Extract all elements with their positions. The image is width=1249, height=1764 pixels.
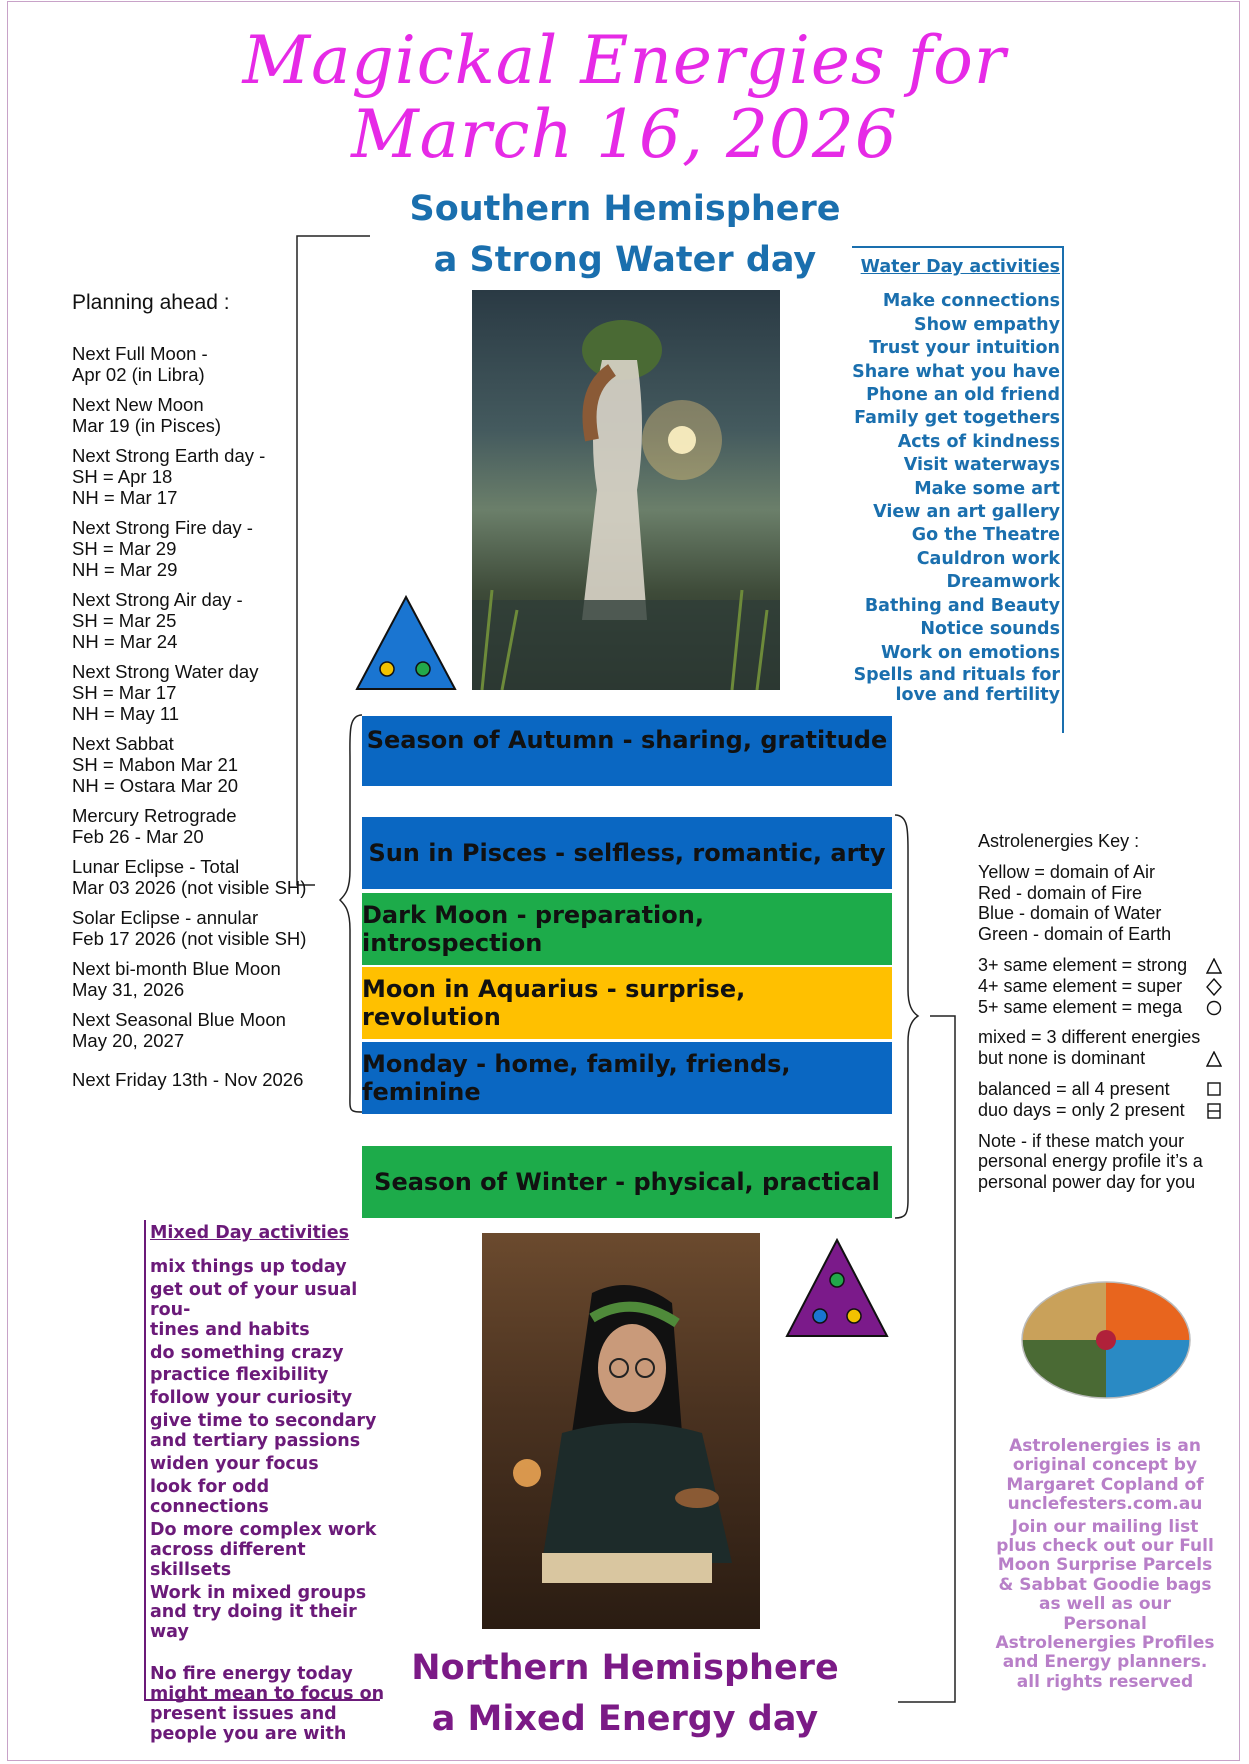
water-activity-item: Show empathy bbox=[913, 314, 1060, 335]
elements-logo bbox=[1020, 1280, 1192, 1400]
triangle-outline-icon bbox=[1206, 958, 1222, 974]
southern-hemisphere-heading: Southern Hemisphere bbox=[409, 189, 841, 229]
planning-item: Mercury Retrograde Feb 26 - Mar 20 bbox=[72, 805, 237, 847]
water-activity-item: Family get togethers bbox=[854, 408, 1060, 429]
key-balanced bbox=[978, 1079, 1228, 1121]
mixed-note-line: might mean to focus on bbox=[150, 1684, 385, 1705]
water-activity-item: View an art gallery bbox=[873, 502, 1060, 523]
triangle-outline-icon bbox=[1206, 1051, 1222, 1067]
key-colors bbox=[978, 862, 1228, 945]
mixed-activity-item: across different skillsets bbox=[150, 1539, 306, 1580]
mixed-activity-item: get out of your usual rou- bbox=[150, 1279, 358, 1320]
mixed-activity-item: Work in mixed groups bbox=[150, 1582, 367, 1603]
season-autumn-bar: Season of Autumn - sharing, gratitude bbox=[362, 716, 892, 786]
water-activity-item: Notice sounds bbox=[920, 619, 1060, 640]
square-outline-icon bbox=[1207, 1082, 1221, 1096]
key-heading: Astrolenergies Key : bbox=[978, 831, 1140, 851]
circle-outline-icon bbox=[1206, 1000, 1222, 1016]
water-activity-item: Make connections bbox=[882, 291, 1060, 312]
water-activity-item: Dreamwork bbox=[946, 572, 1060, 593]
planning-item: Next bi-month Blue Moon May 31, 2026 bbox=[72, 958, 281, 1000]
water-activity-item: Make some art bbox=[914, 478, 1060, 499]
key-balanced-item: duo days = only 2 present bbox=[978, 1099, 1185, 1120]
mixed-note-line: present issues and bbox=[150, 1704, 337, 1725]
mixed-activity-item: give time to secondary bbox=[150, 1411, 377, 1432]
planning-item: Next New Moon Mar 19 (in Pisces) bbox=[72, 394, 222, 436]
key-strength-item: 4+ same element = super bbox=[978, 975, 1183, 996]
key-color-item: Green - domain of Earth bbox=[978, 924, 1172, 945]
credit-line: Margaret Copland of bbox=[1006, 1474, 1204, 1495]
southern-day-type: a Strong Water day bbox=[433, 240, 817, 280]
page-title-line2: March 16, 2026 bbox=[351, 96, 898, 173]
water-activity-item: Phone an old friend bbox=[866, 385, 1060, 406]
planning-item: Next Strong Water day SH = Mar 17 NH = May 11 bbox=[72, 661, 259, 724]
key-mixed-item: but none is dominant bbox=[978, 1048, 1146, 1069]
key-strength-item: 3+ same element = strong bbox=[978, 954, 1188, 975]
mixed-activity-item: follow your curiosity bbox=[150, 1388, 353, 1409]
key-strength-item: 5+ same element = mega bbox=[978, 996, 1183, 1017]
moon-phase-bar: Dark Moon - preparation, introspection bbox=[362, 893, 892, 965]
planning-item: Next Sabbat SH = Mabon Mar 21 NH = Ostara Mar 20 bbox=[72, 733, 239, 796]
credit-line: & Sabbat Goodie bags bbox=[998, 1574, 1212, 1595]
water-activity-item: love and fertility bbox=[895, 684, 1060, 705]
planning-item: Next Strong Earth day - SH = Apr 18 NH = Mar 17 bbox=[72, 445, 266, 508]
key-balanced-item: balanced = all 4 present bbox=[978, 1078, 1170, 1099]
mixed-activity-item: Do more complex work bbox=[150, 1519, 377, 1540]
key-mixed bbox=[978, 1027, 1228, 1069]
planning-item: Next Full Moon - Apr 02 (in Libra) bbox=[72, 343, 208, 385]
credit-line: plus check out our Full bbox=[996, 1536, 1214, 1557]
astrolenergies-key-panel bbox=[978, 831, 1228, 1193]
credit-line: unclefesters.com.au bbox=[1007, 1494, 1203, 1515]
water-activity-item: Trust your intuition bbox=[869, 338, 1060, 359]
mixed-activity-item: practice flexibility bbox=[150, 1365, 329, 1386]
credit-line: Astrolenergies is an bbox=[1009, 1436, 1201, 1456]
credit-panel bbox=[995, 1437, 1215, 1692]
credit-line: Moon Surprise Parcels bbox=[997, 1555, 1213, 1576]
page-title-line1: Magickal Energies for bbox=[242, 22, 1007, 99]
water-activity-item: Go the Theatre bbox=[911, 525, 1060, 546]
mixed-activity-item: mix things up today bbox=[150, 1256, 347, 1277]
mixed-activity-item: and tertiary passions bbox=[150, 1431, 361, 1452]
key-mixed-item: mixed = 3 different energies bbox=[978, 1027, 1201, 1048]
water-activity-item: Spells and rituals for bbox=[853, 664, 1060, 685]
planning-item: Next Strong Air day - SH = Mar 25 NH = Mar 24 bbox=[72, 589, 243, 652]
water-activity-item: Bathing and Beauty bbox=[864, 595, 1060, 616]
planning-item: Lunar Eclipse - Total Mar 03 2026 (not visible SH) bbox=[72, 856, 307, 898]
planning-item: Next Strong Fire day - SH = Mar 29 NH = Mar 29 bbox=[72, 517, 253, 580]
credit-line: original concept by bbox=[1012, 1455, 1198, 1476]
key-color-item: Blue - domain of Water bbox=[978, 903, 1162, 924]
credit-line: all rights reserved bbox=[1016, 1671, 1194, 1692]
planning-item: Next Friday 13th - Nov 2026 bbox=[72, 1069, 304, 1090]
planning-item: Next Seasonal Blue Moon May 20, 2027 bbox=[72, 1009, 286, 1051]
mixed-activity-item: and try doing it their way bbox=[150, 1602, 357, 1643]
water-maiden-photo bbox=[472, 290, 780, 690]
credit-line: and Energy planners. bbox=[1002, 1652, 1208, 1673]
weekday-bar: Monday - home, family, friends, feminine bbox=[362, 1042, 892, 1114]
mixed-activities-heading: Mixed Day activities bbox=[150, 1223, 350, 1243]
planning-ahead-panel bbox=[72, 292, 342, 1099]
water-activity-item: Visit waterways bbox=[903, 455, 1060, 476]
northern-hemisphere-heading: Northern Hemisphere bbox=[411, 1648, 839, 1688]
water-activities-heading: Water Day activities bbox=[860, 257, 1060, 277]
mixed-activity-item: widen your focus bbox=[150, 1454, 319, 1475]
mixed-note-line: people you are with bbox=[150, 1723, 347, 1744]
mixed-triangle-icon bbox=[785, 1238, 889, 1338]
mixed-activity-item: do something crazy bbox=[150, 1342, 344, 1363]
water-activity-item: Work on emotions bbox=[880, 642, 1060, 663]
planning-heading: Planning ahead : bbox=[72, 291, 230, 314]
mixed-activity-item: look for odd connections bbox=[150, 1476, 270, 1517]
key-strength bbox=[978, 955, 1228, 1017]
water-activity-item: Acts of kindness bbox=[897, 431, 1060, 452]
water-activity-item: Cauldron work bbox=[916, 548, 1060, 569]
key-note-line: personal energy profile it’s a bbox=[978, 1151, 1203, 1172]
credit-line: as well as our Personal bbox=[1039, 1594, 1171, 1634]
key-note-line: Note - if these match your bbox=[978, 1130, 1185, 1151]
key-color-item: Yellow = domain of Air bbox=[978, 861, 1155, 882]
key-note-line: personal power day for you bbox=[978, 1172, 1196, 1193]
sun-sign-bar: Sun in Pisces - selfless, romantic, arty bbox=[362, 817, 892, 889]
diamond-outline-icon bbox=[1206, 978, 1222, 996]
witch-portrait-photo bbox=[482, 1233, 760, 1629]
season-winter-bar: Season of Winter - physical, practical bbox=[362, 1146, 892, 1218]
water-activities-panel bbox=[845, 256, 1060, 705]
northern-day-type: a Mixed Energy day bbox=[431, 1699, 819, 1739]
moon-sign-bar: Moon in Aquarius - surprise, revolution bbox=[362, 967, 892, 1039]
key-note bbox=[978, 1131, 1228, 1193]
credit-line: Join our mailing list bbox=[1011, 1516, 1199, 1537]
water-triangle-icon bbox=[355, 595, 457, 691]
planning-item: Solar Eclipse - annular Feb 17 2026 (not visible SH) bbox=[72, 907, 307, 949]
key-color-item: Red - domain of Fire bbox=[978, 882, 1143, 903]
water-activity-item: Share what you have bbox=[852, 361, 1060, 382]
split-square-icon bbox=[1207, 1103, 1221, 1119]
mixed-activity-item: tines and habits bbox=[150, 1319, 310, 1340]
mixed-note-line: No fire energy today bbox=[150, 1664, 353, 1685]
credit-line: Astrolenergies Profiles bbox=[995, 1633, 1215, 1654]
